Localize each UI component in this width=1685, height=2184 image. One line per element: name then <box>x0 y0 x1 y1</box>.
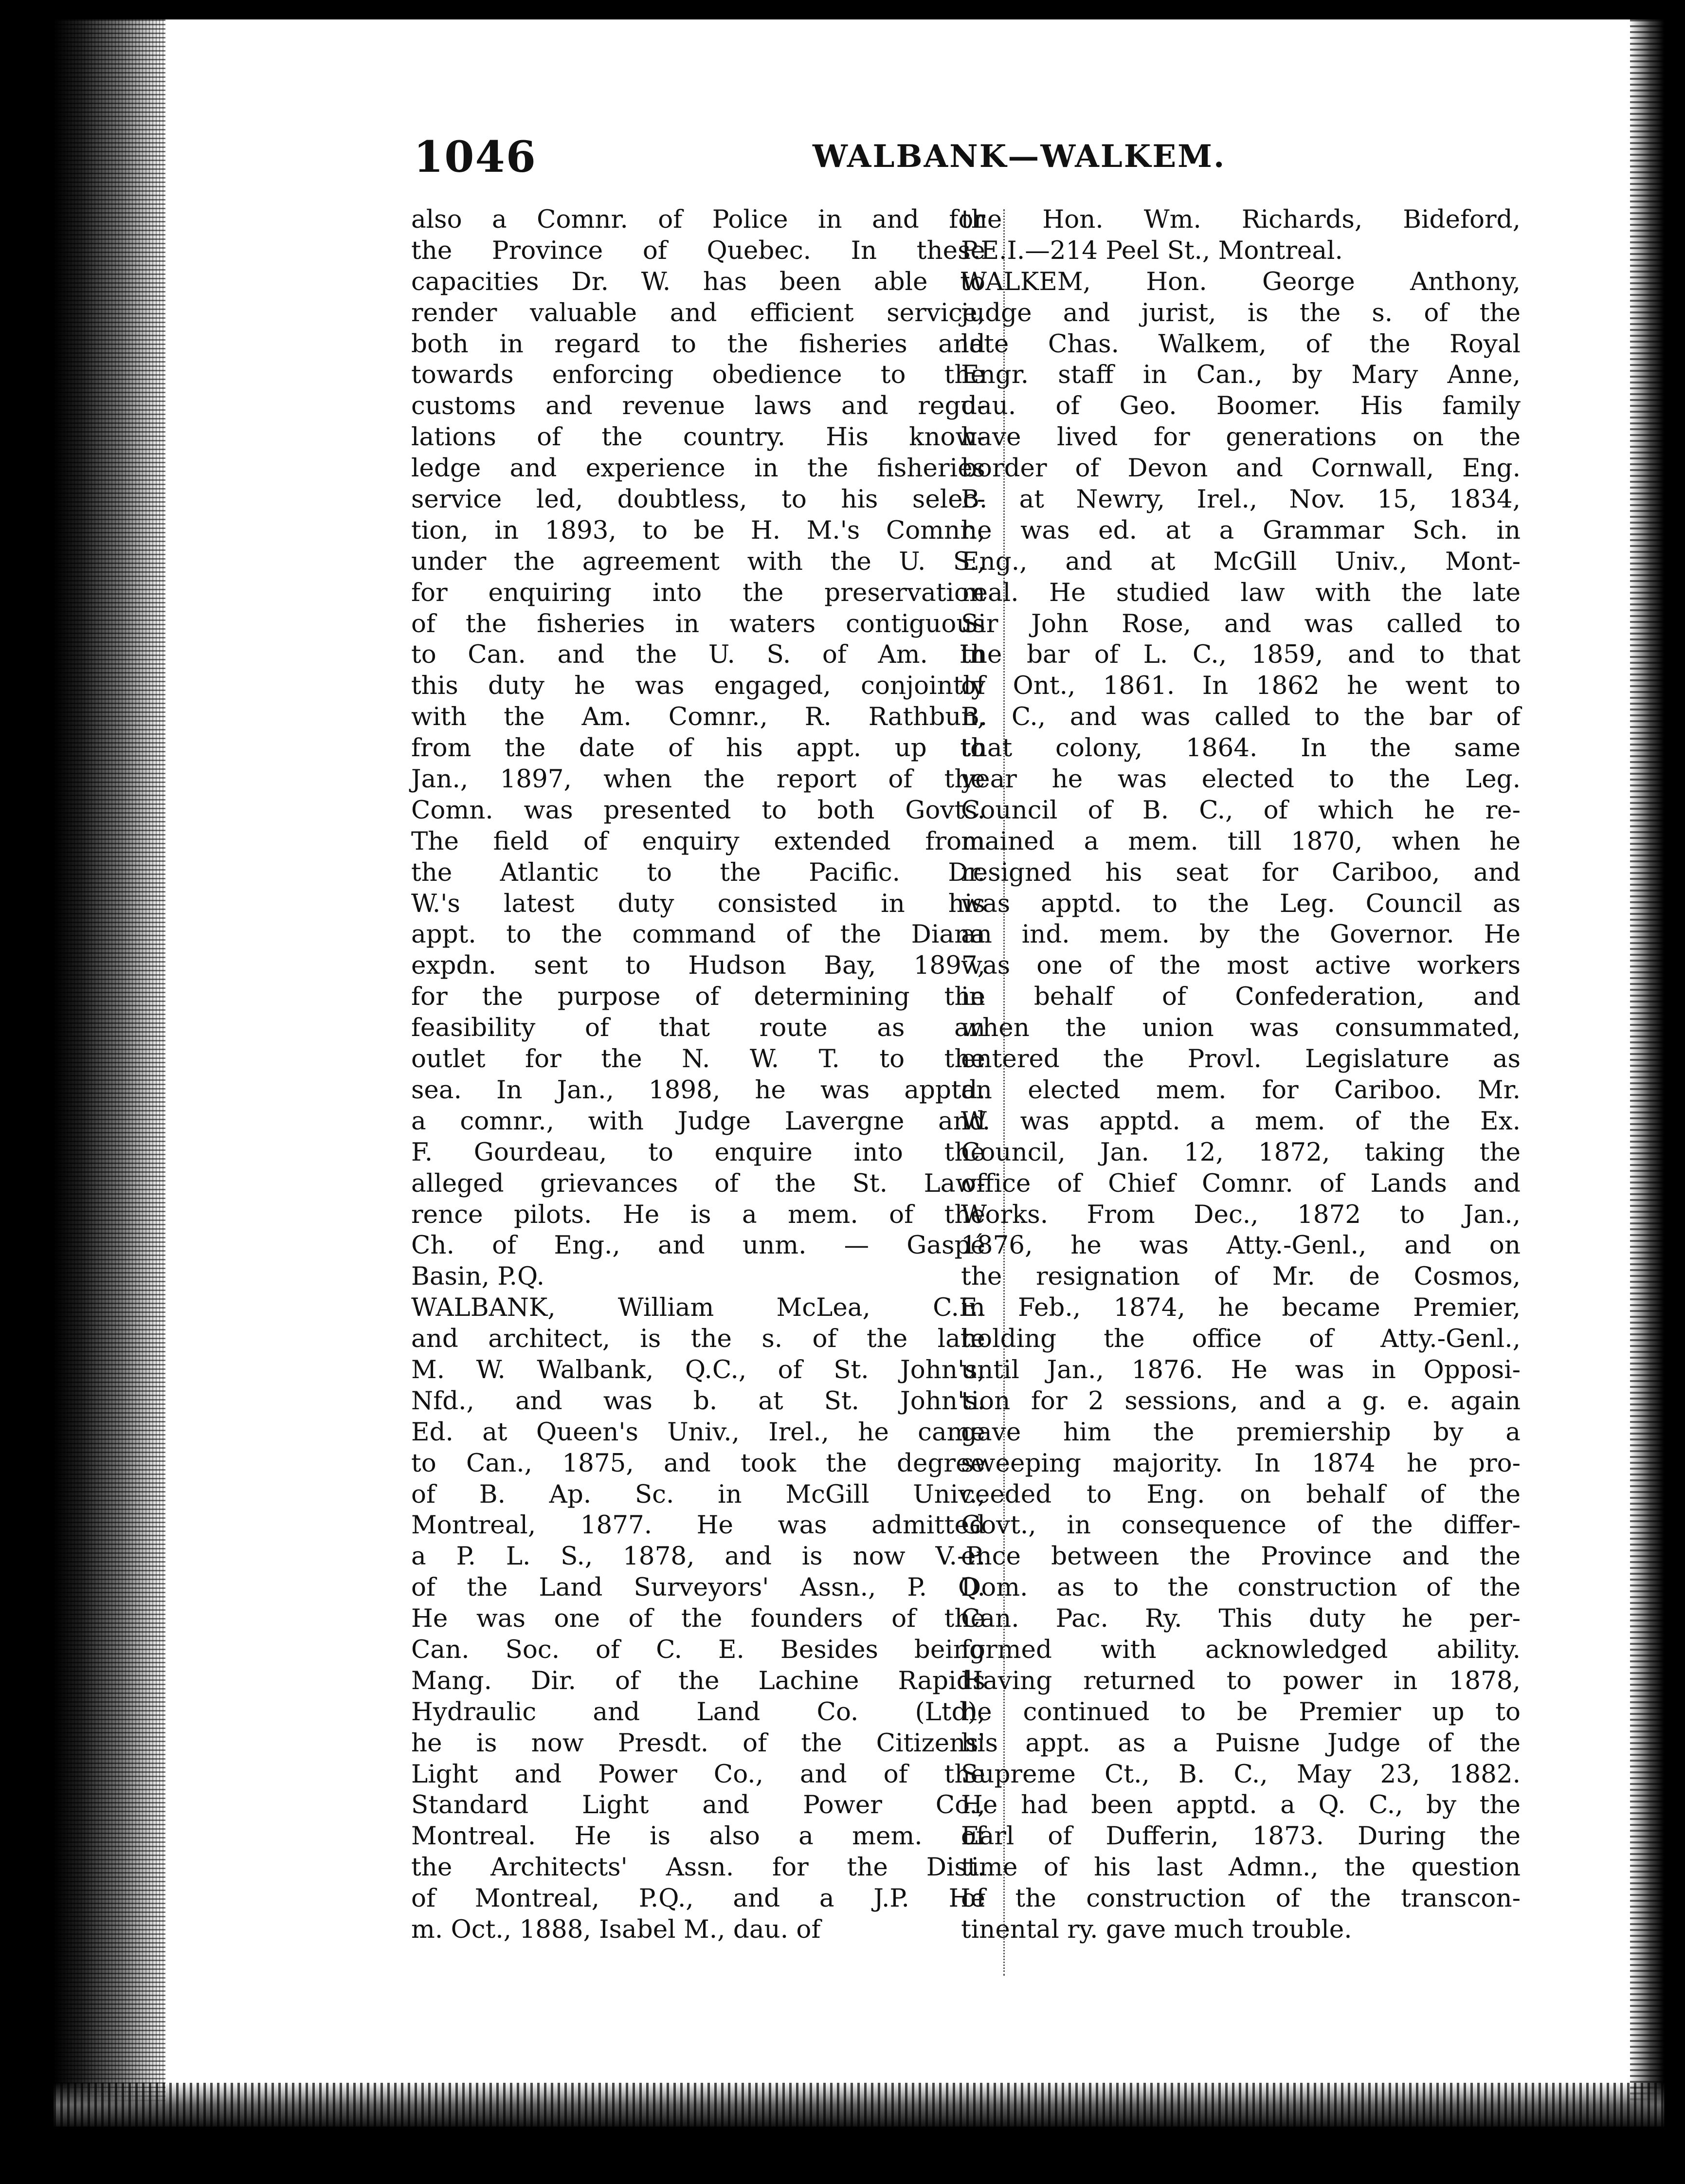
text-line: Comn. was presented to both Govts. <box>411 795 985 825</box>
text-line: mained a mem. till 1870, when he <box>961 826 1521 856</box>
text-line: Can. Pac. Ry. This duty he per- <box>961 1604 1521 1634</box>
text-line: have lived for generations on the <box>961 422 1521 452</box>
text-line: The field of enquiry extended from <box>411 826 985 856</box>
text-line: M. W. Walbank, Q.C., of St. John's, <box>411 1355 985 1384</box>
text-line: both in regard to the fisheries and <box>411 329 985 359</box>
text-line: 1876, he was Atty.-Genl., and on <box>961 1231 1521 1260</box>
text-line: gave him the premiership by a <box>961 1417 1521 1447</box>
text-line: judge and jurist, is the s. of the <box>961 298 1521 328</box>
text-line: under the agreement with the U. S., <box>411 546 985 576</box>
text-line: the Hon. Wm. Richards, Bideford, <box>961 205 1521 234</box>
text-line: was one of the most active workers <box>961 951 1521 981</box>
text-line: year he was elected to the Leg. <box>961 764 1521 794</box>
text-line: Jan., 1897, when the report of the <box>411 764 985 794</box>
text-line: Sir John Rose, and was called to <box>961 609 1521 638</box>
text-line: of Ont., 1861. In 1862 he went to <box>961 671 1521 701</box>
text-line: and architect, is the s. of the late <box>411 1324 985 1354</box>
text-line: from the date of his appt. up to <box>411 733 985 763</box>
text-line: He had been apptd. a Q. C., by the <box>961 1790 1521 1820</box>
text-line: W.'s latest duty consisted in his <box>411 889 985 918</box>
text-line: render valuable and efficient service, <box>411 298 985 328</box>
text-line: in behalf of Confederation, and <box>961 982 1521 1012</box>
right-text-column <box>961 204 1521 1946</box>
text-line: to Can. and the U. S. of Am. In <box>411 640 985 670</box>
page-header <box>414 131 1533 185</box>
text-line: Govt., in consequence of the differ- <box>961 1511 1521 1540</box>
text-line: an elected mem. for Cariboo. Mr. <box>961 1075 1521 1105</box>
text-line: he continued to be Premier up to <box>961 1697 1521 1727</box>
text-line: also a Comnr. of Police in and for <box>411 205 985 234</box>
text-line: to Can., 1875, and took the degree <box>411 1448 985 1478</box>
text-line: of Montreal, P.Q., and a J.P. He <box>411 1884 985 1913</box>
text-line: in Feb., 1874, he became Premier, <box>961 1293 1521 1323</box>
text-line: real. He studied law with the late <box>961 578 1521 607</box>
text-line: the resignation of Mr. de Cosmos, <box>961 1262 1521 1292</box>
text-line: a P. L. S., 1878, and is now V.-P. <box>411 1542 985 1571</box>
text-line: Can. Soc. of C. E. Besides being <box>411 1635 985 1664</box>
text-line: towards enforcing obedience to the <box>411 360 985 390</box>
text-line: Council of B. C., of which he re- <box>961 795 1521 825</box>
text-line: of B. Ap. Sc. in McGill Univ., <box>411 1479 985 1509</box>
text-line: this duty he was engaged, conjointly <box>411 671 985 701</box>
text-line: service led, doubtless, to his selec- <box>411 485 985 514</box>
text-line: rence pilots. He is a mem. of the <box>411 1200 985 1229</box>
page-right-edge-shadow <box>1630 19 1664 2127</box>
text-line: ceeded to Eng. on behalf of the <box>961 1479 1521 1509</box>
text-line: sea. In Jan., 1898, he was apptd. <box>411 1075 985 1105</box>
text-line: the Architects' Assn. for the Dist. <box>411 1853 985 1882</box>
left-text-column <box>411 204 985 1946</box>
text-line: Supreme Ct., B. C., May 23, 1882. <box>961 1759 1521 1789</box>
text-line: border of Devon and Cornwall, Eng. <box>961 454 1521 483</box>
text-line: of the fisheries in waters contiguous <box>411 609 985 638</box>
text-line: Works. From Dec., 1872 to Jan., <box>961 1200 1521 1229</box>
text-line: WALBANK, William McLea, C.E. <box>411 1293 985 1323</box>
text-line: Ed. at Queen's Univ., Irel., he came <box>411 1417 985 1447</box>
text-line: the Province of Quebec. In these <box>411 236 985 265</box>
text-line: sweeping majority. In 1874 he pro- <box>961 1448 1521 1478</box>
text-line: P.E.I.—214 Peel St., Montreal. <box>961 236 1343 265</box>
text-line: tion, in 1893, to be H. M.'s Comnr., <box>411 515 985 545</box>
text-line: W. was apptd. a mem. of the Ex. <box>961 1106 1521 1136</box>
text-line: tion for 2 sessions, and a g. e. again <box>961 1386 1521 1416</box>
text-line: Dom. as to the construction of the <box>961 1573 1521 1602</box>
text-line: Montreal. He is also a mem. of <box>411 1821 985 1851</box>
text-line: Council, Jan. 12, 1872, taking the <box>961 1137 1521 1167</box>
text-line: m. Oct., 1888, Isabel M., dau. of <box>411 1914 821 1944</box>
text-line: Ch. of Eng., and unm. — Gaspé <box>411 1231 985 1260</box>
text-line: holding the office of Atty.-Genl., <box>961 1324 1521 1354</box>
text-line: B. C., and was called to the bar of <box>961 702 1521 732</box>
text-line: feasibility of that route as an <box>411 1013 985 1043</box>
page-number: 1046 <box>414 131 537 182</box>
text-line: his appt. as a Puisne Judge of the <box>961 1728 1521 1758</box>
text-line: formed with acknowledged ability. <box>961 1635 1521 1664</box>
text-line: WALKEM, Hon. George Anthony, <box>961 267 1521 296</box>
text-line: Light and Power Co., and of the <box>411 1759 985 1789</box>
text-line: outlet for the N. W. T. to the <box>411 1044 985 1074</box>
page-bottom-edge-shadow <box>54 2083 1664 2127</box>
text-line: when the union was consummated, <box>961 1013 1521 1043</box>
text-line: for enquiring into the preservation <box>411 578 985 607</box>
text-line: Montreal, 1877. He was admitted <box>411 1511 985 1540</box>
text-line: Standard Light and Power Co., <box>411 1790 985 1820</box>
text-line: capacities Dr. W. has been able to <box>411 267 985 296</box>
text-line: lations of the country. His know- <box>411 422 985 452</box>
text-line: expdn. sent to Hudson Bay, 1897, <box>411 951 985 981</box>
text-line: ledge and experience in the fisheries <box>411 454 985 483</box>
text-line: dau. of Geo. Boomer. His family <box>961 391 1521 421</box>
text-line: Mang. Dir. of the Lachine Rapids <box>411 1666 985 1695</box>
text-line: alleged grievances of the St. Law- <box>411 1168 985 1198</box>
text-line: Hydraulic and Land Co. (Ltd), <box>411 1697 985 1727</box>
page-gutter-shadow <box>54 19 165 2127</box>
text-line: tinental ry. gave much trouble. <box>961 1914 1352 1944</box>
text-line: of the Land Surveyors' Assn., P. Q. <box>411 1573 985 1602</box>
text-line: entered the Provl. Legislature as <box>961 1044 1521 1074</box>
text-line: the Atlantic to the Pacific. Dr. <box>411 857 985 887</box>
running-head: WALBANK—WALKEM. <box>813 138 1226 175</box>
text-line: of the construction of the transcon- <box>961 1884 1521 1913</box>
text-line: with the Am. Comnr., R. Rathbun, <box>411 702 985 732</box>
text-line: B. at Newry, Irel., Nov. 15, 1834, <box>961 485 1521 514</box>
text-line: Having returned to power in 1878, <box>961 1666 1521 1695</box>
text-line: he is now Presdt. of the Citizens' <box>411 1728 985 1758</box>
text-line: he was ed. at a Grammar Sch. in <box>961 515 1521 545</box>
text-line: Engr. staff in Can., by Mary Anne, <box>961 360 1521 390</box>
text-line: that colony, 1864. In the same <box>961 733 1521 763</box>
text-line: a comnr., with Judge Lavergne and <box>411 1106 985 1136</box>
text-line: for the purpose of determining the <box>411 982 985 1012</box>
text-line: ence between the Province and the <box>961 1542 1521 1571</box>
text-line: Nfd., and was b. at St. John's. <box>411 1386 985 1416</box>
text-line: time of his last Admn., the question <box>961 1853 1521 1882</box>
text-line: customs and revenue laws and regu- <box>411 391 985 421</box>
text-line: appt. to the command of the Diana <box>411 920 985 949</box>
text-line: resigned his seat for Cariboo, and <box>961 857 1521 887</box>
text-line: Earl of Dufferin, 1873. During the <box>961 1821 1521 1851</box>
text-line: office of Chief Comnr. of Lands and <box>961 1168 1521 1198</box>
text-line: Eng., and at McGill Univ., Mont- <box>961 546 1521 576</box>
text-line: until Jan., 1876. He was in Opposi- <box>961 1355 1521 1384</box>
text-line: the bar of L. C., 1859, and to that <box>961 640 1521 670</box>
text-line: an ind. mem. by the Governor. He <box>961 920 1521 949</box>
text-line: was apptd. to the Leg. Council as <box>961 889 1521 918</box>
text-line: late Chas. Walkem, of the Royal <box>961 329 1521 359</box>
text-line: He was one of the founders of the <box>411 1604 985 1634</box>
text-line: Basin, P.Q. <box>411 1262 544 1292</box>
text-line: F. Gourdeau, to enquire into the <box>411 1137 985 1167</box>
